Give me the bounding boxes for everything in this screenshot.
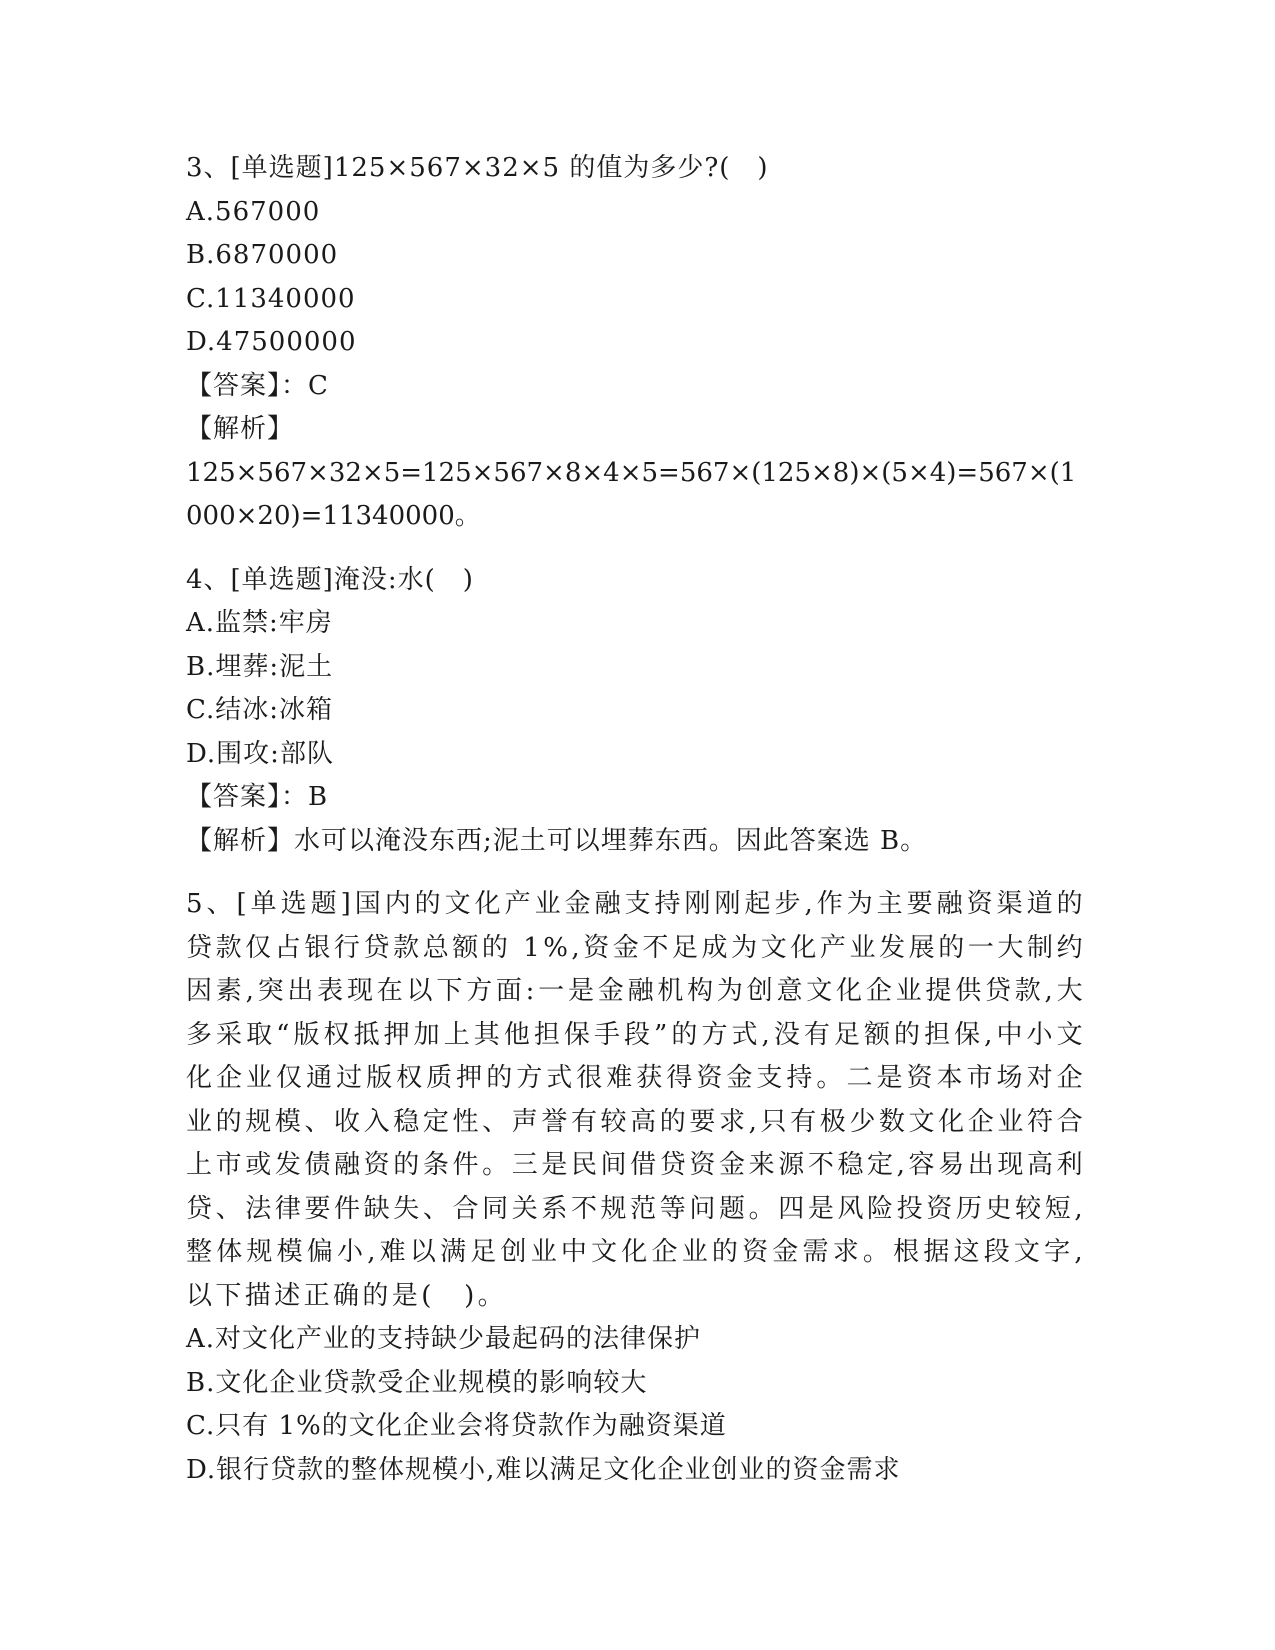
option-d: D.47500000 xyxy=(186,327,357,357)
option-a: A.监禁:牢房 xyxy=(186,608,333,638)
option-c: C.结冰:冰箱 xyxy=(186,695,333,725)
option-c: C.只有 1%的文化企业会将贷款作为融资渠道 xyxy=(186,1411,727,1441)
option-d: D.围攻:部队 xyxy=(186,738,334,769)
analysis-text: 125×567×32×5=125×567×8×4×5=567×(125×8)×(5×4)=567×(1000×20)=11340000。 xyxy=(186,457,1077,531)
document-page xyxy=(186,147,1086,1492)
option-a: A.567000 xyxy=(186,196,321,227)
option-c: C.11340000 xyxy=(186,283,356,314)
question-5 xyxy=(186,883,1086,1492)
analysis-label: 【解析】 xyxy=(186,414,295,444)
question-4 xyxy=(186,559,1086,864)
option-d: D.银行贷款的整体规模小,难以满足文化企业创业的资金需求 xyxy=(186,1454,901,1485)
option-b: B.埋葬:泥土 xyxy=(186,651,334,682)
answer-line: 【答案】：C xyxy=(186,370,329,401)
option-b: B.6870000 xyxy=(186,240,339,270)
question-3 xyxy=(186,147,1086,539)
analysis-text: 【解析】水可以淹没东西;泥土可以埋葬东西。因此答案选 B。 xyxy=(186,825,928,856)
question-stem: 3、[单选题]125×567×32×5 的值为多少?( ) xyxy=(186,153,769,183)
question-stem: 5、[单选题]国内的文化产业金融支持刚刚起步,作为主要融资渠道的贷款仅占银行贷款总额的 1%,资金不足成为文化产业发展的一大制约因素,突出表现在以下方面:一是金融机构为创意文化企业提供贷款,大多采取“版权抵押加上其他担保手段”的方式,没有足额的担保,中小文化企业仅通过版权质押的方式很难获得资金支持。二是资本市场对企业的规模、收入稳定性、声誉有较高的要求,只有极少数文化企业符合上市或发债融资的条件。三是民间借贷资金来源不稳定,容易出现高利贷、法律要件缺失、合同关系不规范等问题。四是风险投资历史较短,整体规模偏小,难以满足创业中文化企业的资金需求。根据这段文字,以下描述正确的是( )。 xyxy=(186,889,1086,1311)
answer-line: 【答案】：B xyxy=(186,782,329,812)
option-b: B.文化企业贷款受企业规模的影响较大 xyxy=(186,1367,648,1398)
question-stem: 4、[单选题]淹没:水( ) xyxy=(186,564,474,595)
option-a: A.对文化产业的支持缺少最起码的法律保护 xyxy=(186,1324,702,1354)
